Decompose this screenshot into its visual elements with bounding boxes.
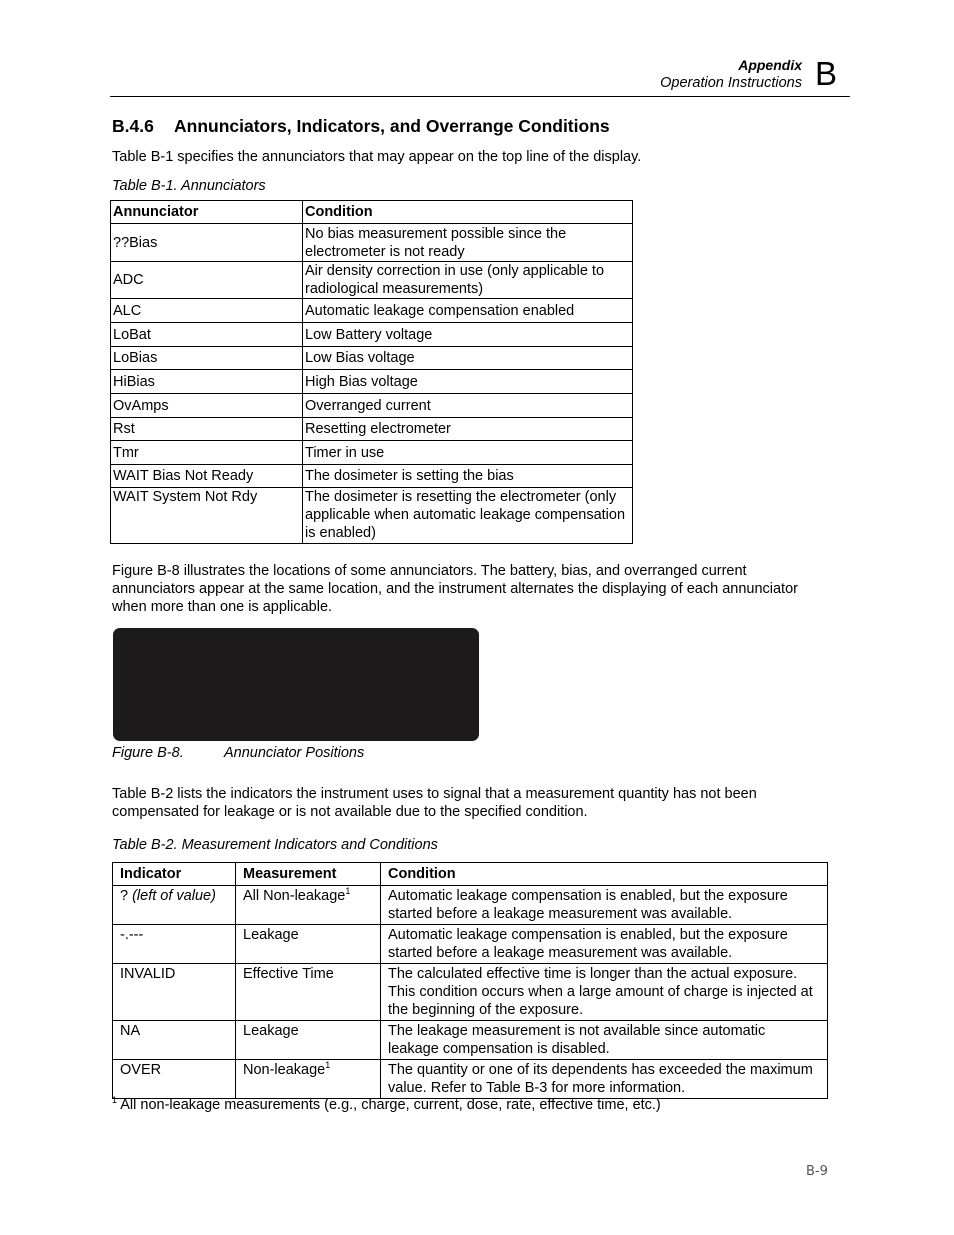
table-header-cell: Condition [381, 863, 828, 886]
annunciator-display-image [113, 628, 479, 741]
indicators-table [112, 862, 828, 1099]
indicator-symbol: ? [120, 888, 133, 904]
footnote-ref: 1 [345, 886, 351, 897]
footnote-text: All non-leakage measurements (e.g., charge, current, dose, rate, effective time, etc.) [117, 1097, 661, 1113]
table-row [111, 224, 633, 262]
annunciator-cell: LoBat [111, 323, 303, 347]
table-row [111, 347, 633, 370]
condition-cell: The dosimeter is setting the bias [303, 465, 633, 488]
condition-cell: The calculated effective time is longer than the actual exposure. This condition occurs when a large amount of charge is injected at the beginning of the exposure. [381, 964, 828, 1021]
header-rule [110, 96, 850, 97]
table-header-cell: Annunciator [111, 201, 303, 224]
annunciators-table [110, 200, 633, 544]
condition-cell: Low Battery voltage [303, 323, 633, 347]
figure-number: Figure B-8. [112, 745, 184, 761]
table-row [111, 323, 633, 347]
condition-cell: The dosimeter is resetting the electrometer (only applicable when automatic leakage compensation is enabled) [303, 488, 633, 544]
table-row [113, 1060, 828, 1099]
condition-cell: Automatic leakage compensation is enabled, but the exposure started before a leakage measurement was available. [381, 925, 828, 964]
table-header-cell: Indicator [113, 863, 236, 886]
table-row [111, 488, 633, 544]
table-row [111, 299, 633, 323]
annunciator-cell: ??Bias [111, 224, 303, 262]
indicator-cell [113, 886, 236, 925]
table-row [113, 964, 828, 1021]
condition-cell: No bias measurement possible since the electrometer is not ready [303, 224, 633, 262]
table1-caption: Table B-1. Annunciators [112, 178, 266, 194]
indicator-cell: -.--- [113, 925, 236, 964]
measurement-cell [236, 1060, 381, 1099]
header-subtitle: Operation Instructions [660, 75, 802, 91]
measurement-cell [236, 886, 381, 925]
annunciator-cell: WAIT Bias Not Ready [111, 465, 303, 488]
measurement-cell: Leakage [236, 925, 381, 964]
table-header-row [111, 201, 633, 224]
table2-caption: Table B-2. Measurement Indicators and Conditions [112, 837, 438, 853]
annunciator-cell: ADC [111, 262, 303, 299]
table-row [111, 370, 633, 394]
condition-cell: Air density correction in use (only applicable to radiological measurements) [303, 262, 633, 299]
annunciator-cell: Rst [111, 418, 303, 441]
condition-cell: Low Bias voltage [303, 347, 633, 370]
indicator-note: (left of value) [132, 888, 216, 904]
section-heading [112, 116, 610, 137]
condition-cell: Automatic leakage compensation is enabled, but the exposure started before a leakage measurement was available. [381, 886, 828, 925]
condition-cell: High Bias voltage [303, 370, 633, 394]
measurement-text: Non-leakage [243, 1062, 326, 1078]
intro-paragraph: Table B-1 specifies the annunciators that may appear on the top line of the display. [112, 149, 642, 165]
indicator-cell: NA [113, 1021, 236, 1060]
table-header-row [113, 863, 828, 886]
measurement-text: All Non-leakage [243, 888, 346, 904]
condition-cell: Automatic leakage compensation enabled [303, 299, 633, 323]
table-row [111, 262, 633, 299]
condition-cell: The quantity or one of its dependents has exceeded the maximum value. Refer to Table B-3 for more information. [381, 1060, 828, 1099]
annunciator-cell: WAIT System Not Rdy [111, 488, 303, 544]
footnote-ref: 1 [325, 1060, 331, 1071]
measurement-cell: Effective Time [236, 964, 381, 1021]
figure-title: Annunciator Positions [224, 745, 365, 761]
table-header-cell: Measurement [236, 863, 381, 886]
header-letter: B [815, 55, 838, 92]
annunciator-cell: OvAmps [111, 394, 303, 418]
indicator-cell: INVALID [113, 964, 236, 1021]
page-number: B-9 [806, 1164, 828, 1179]
figure-paragraph: Figure B-8 illustrates the locations of some annunciators. The battery, bias, and overranged current annunciators appear at the same location, and the instrument alternates the displaying of each annunciator when more than one is applicable. [112, 563, 798, 615]
condition-cell: Resetting electrometer [303, 418, 633, 441]
figure-caption [112, 745, 364, 761]
table-row [111, 418, 633, 441]
table-row [111, 465, 633, 488]
annunciator-cell: LoBias [111, 347, 303, 370]
indicator-cell: OVER [113, 1060, 236, 1099]
footnote-mark: 1 [112, 1095, 118, 1106]
table-row [111, 394, 633, 418]
section-title: Annunciators, Indicators, and Overrange Conditions [174, 116, 610, 136]
table-row [113, 886, 828, 925]
measurement-cell: Leakage [236, 1021, 381, 1060]
condition-cell: Overranged current [303, 394, 633, 418]
section-number: B.4.6 [112, 116, 154, 136]
table-row [113, 925, 828, 964]
footnote [112, 1097, 661, 1113]
condition-cell: The leakage measurement is not available since automatic leakage compensation is disabled. [381, 1021, 828, 1060]
annunciator-cell: HiBias [111, 370, 303, 394]
annunciator-cell: Tmr [111, 441, 303, 465]
annunciator-cell: ALC [111, 299, 303, 323]
table-row [113, 1021, 828, 1060]
table-header-cell: Condition [303, 201, 633, 224]
table2-intro-paragraph: Table B-2 lists the indicators the instrument uses to signal that a measurement quantity has not been compensated for leakage or is not available due to the specified condition. [112, 786, 757, 820]
condition-cell: Timer in use [303, 441, 633, 465]
table-row [111, 441, 633, 465]
header-appendix: Appendix [738, 57, 802, 73]
